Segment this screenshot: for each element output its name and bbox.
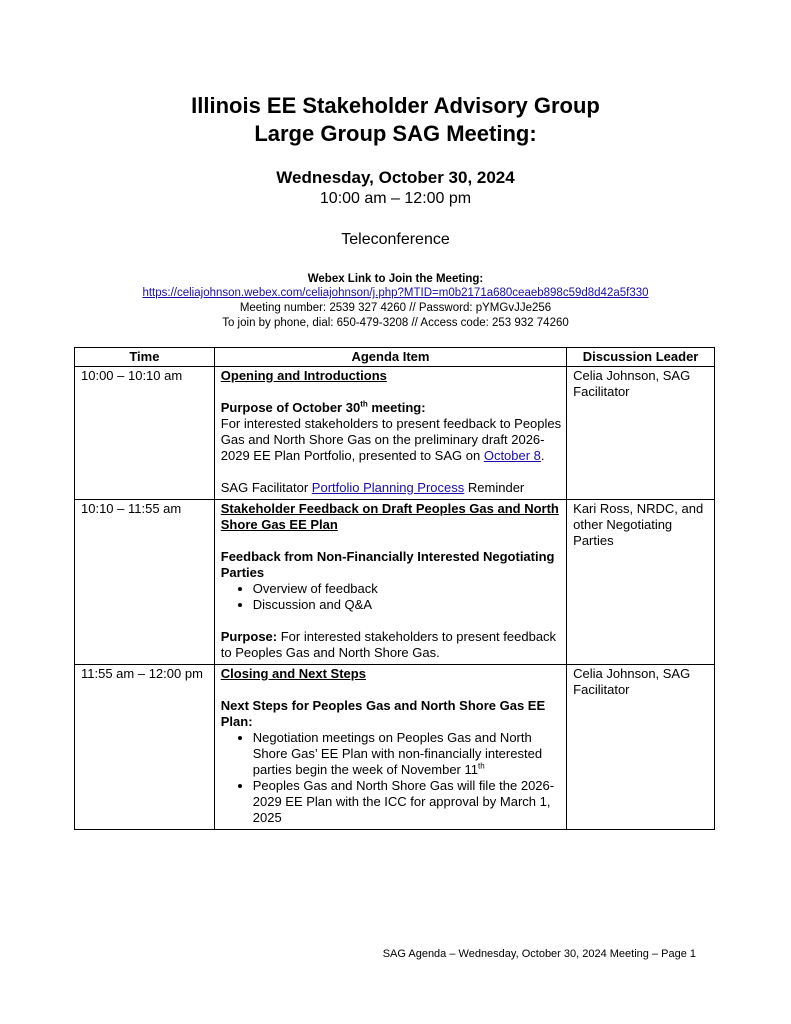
list-item: • Negotiation meetings on Peoples Gas and North Shore Gas’ EE Plan with non-financially interested parties begin the week of November 11th: [253, 730, 561, 778]
reminder-text: SAG Facilitator Portfolio Planning Process Reminder: [220, 480, 525, 495]
row-leader: Celia Johnson, SAG Facilitator: [567, 367, 715, 500]
row-time: 11:55 am – 12:00 pm: [75, 665, 215, 830]
agenda-subheading: Next Steps for Peoples Gas and North Shore Gas EE Plan:: [220, 698, 546, 729]
agenda-item-cell: [214, 665, 566, 830]
row-leader: Kari Ross, NRDC, and other Negotiating Parties: [567, 500, 715, 665]
bullet-list: [221, 730, 561, 826]
meeting-location: Teleconference: [341, 231, 450, 248]
meeting-time: 10:00 am – 12:00 pm: [319, 190, 472, 207]
agenda-item-heading: Stakeholder Feedback on Draft Peoples Gas and North Shore Gas EE Plan: [220, 501, 559, 532]
agenda-item-heading: Opening and Introductions: [220, 368, 387, 383]
list-item: • Peoples Gas and North Shore Gas will file the 2026-2029 EE Plan with the ICC for approval by March 1, 2025: [253, 778, 561, 826]
purpose-text: For interested stakeholders to present feedback to Peoples Gas and North Shore Gas on the preliminary draft 2026-2029 EE Plan Portfolio, presented to SAG on October 8.: [220, 416, 562, 463]
document-title: Illinois EE Stakeholder Advisory Group: [191, 93, 600, 118]
october-8-link[interactable]: October 8: [483, 448, 541, 463]
list-item: • Discussion and Q&A: [253, 597, 561, 613]
purpose-heading: Purpose of October 30th meeting:: [220, 399, 426, 415]
column-header-discussion-leader: Discussion Leader: [567, 348, 715, 367]
table-row: [75, 665, 715, 830]
list-item: • Overview of feedback: [253, 581, 561, 597]
agenda-item-cell: [214, 500, 566, 665]
table-row: [75, 500, 715, 665]
webex-link[interactable]: https://celiajohnson.webex.com/celiajohnson/j.php?MTID=m0b2171a680ceaeb898c59d8d42a5f330: [142, 287, 649, 299]
webex-label: Webex Link to Join the Meeting:: [307, 273, 484, 285]
agenda-table: [74, 347, 715, 830]
row-time: 10:00 – 10:10 am: [75, 367, 215, 500]
column-header-time: Time: [75, 348, 215, 367]
phone-dial-info: To join by phone, dial: 650-479-3208 // Access code: 253 932 74260: [222, 317, 569, 329]
bullet-list: [221, 581, 561, 613]
meeting-number-info: Meeting number: 2539 327 4260 // Password: pYMGvJJe256: [239, 302, 552, 314]
table-row: [75, 367, 715, 500]
portfolio-planning-process-link[interactable]: Portfolio Planning Process: [311, 480, 465, 495]
row-leader: Celia Johnson, SAG Facilitator: [567, 665, 715, 830]
page-footer: SAG Agenda – Wednesday, October 30, 2024 Meeting – Page 1: [382, 948, 696, 960]
purpose-text: Purpose: For interested stakeholders to present feedback to Peoples Gas and North Shore Gas.: [220, 629, 557, 660]
column-header-agenda-item: Agenda Item: [214, 348, 566, 367]
meeting-date: Wednesday, October 30, 2024: [276, 168, 515, 187]
document-subtitle: Large Group SAG Meeting:: [254, 121, 537, 146]
agenda-item-cell: [214, 367, 566, 500]
table-header-row: [75, 348, 715, 367]
row-time: 10:10 – 11:55 am: [75, 500, 215, 665]
agenda-subheading: Feedback from Non-Financially Interested Negotiating Parties: [220, 549, 555, 580]
agenda-item-heading: Closing and Next Steps: [220, 666, 366, 681]
